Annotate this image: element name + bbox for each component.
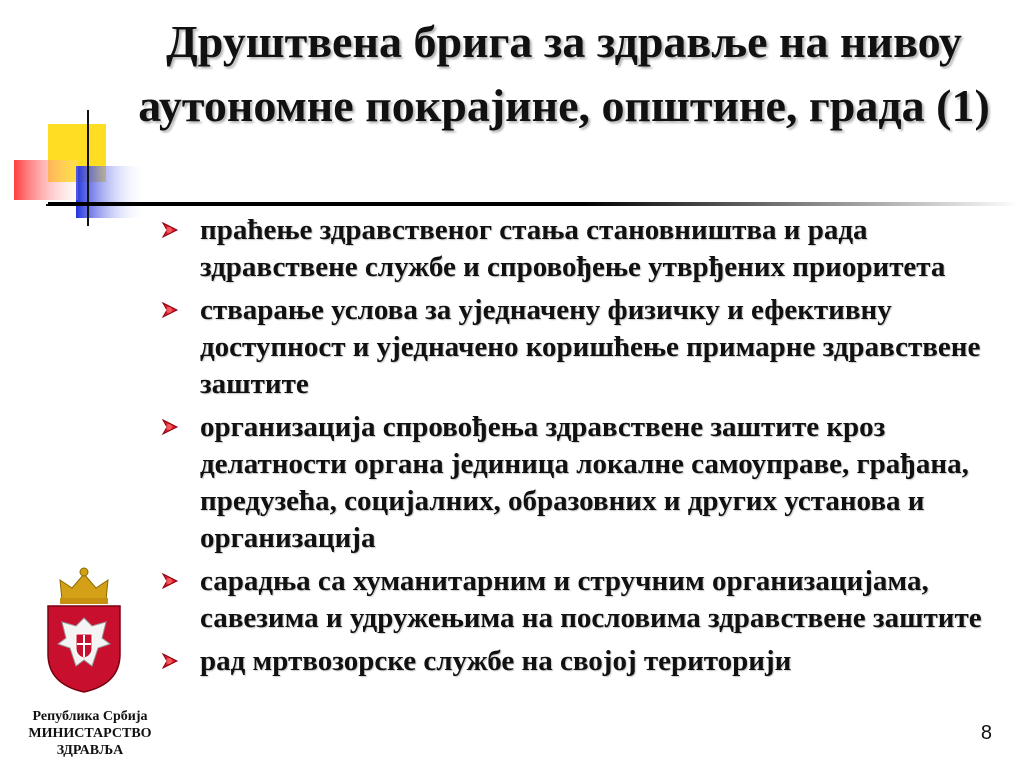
page-number: 8: [980, 722, 992, 744]
bullet-text: рад мртвозорске службе на својој територији: [200, 645, 792, 677]
bullet-text: сарадња са хуманитарним и стручним организацијама, савезима и удружењима на пословима здравствене заштите: [200, 565, 982, 634]
slide-title: Друштвена брига за здравље на нивоу аутономне покрајине, општине, града (1): [138, 16, 990, 131]
list-item: [160, 292, 1020, 403]
red-arrow-bullet-icon: [160, 563, 200, 596]
list-item: [160, 212, 1020, 286]
title-divider: [48, 202, 1020, 206]
ministry-line-1: Република Србија: [32, 709, 148, 724]
red-arrow-bullet-icon: [160, 643, 200, 676]
list-item: [160, 643, 1020, 680]
bullet-text: стварање услова за уједначену физичку и ефективну доступност и уједначено коришћење примарне здравствене заштите: [200, 294, 981, 400]
list-item: [160, 563, 1020, 637]
bullet-text: праћење здравственог стања становништва и рада здравствене службе и спровођење утврђених приоритета: [200, 214, 946, 283]
red-arrow-bullet-icon: [160, 292, 200, 325]
bullet-list: [160, 212, 1020, 686]
color-squares-decoration-icon: [0, 110, 170, 230]
red-arrow-bullet-icon: [160, 212, 200, 245]
red-arrow-bullet-icon: [160, 409, 200, 442]
ministry-label: [0, 708, 180, 759]
bullet-text: организација спровођења здравствене заштите кроз делатности органа јединица локалне самоуправе, грађана, предузећа, социјалних, образовних и других установа и организација: [200, 411, 969, 554]
serbian-coat-of-arms-icon: [40, 566, 128, 694]
list-item: [160, 409, 1020, 557]
ministry-line-3: ЗДРАВЉА: [56, 743, 124, 758]
ministry-line-2: МИНИСТАРСТВО: [28, 726, 152, 741]
